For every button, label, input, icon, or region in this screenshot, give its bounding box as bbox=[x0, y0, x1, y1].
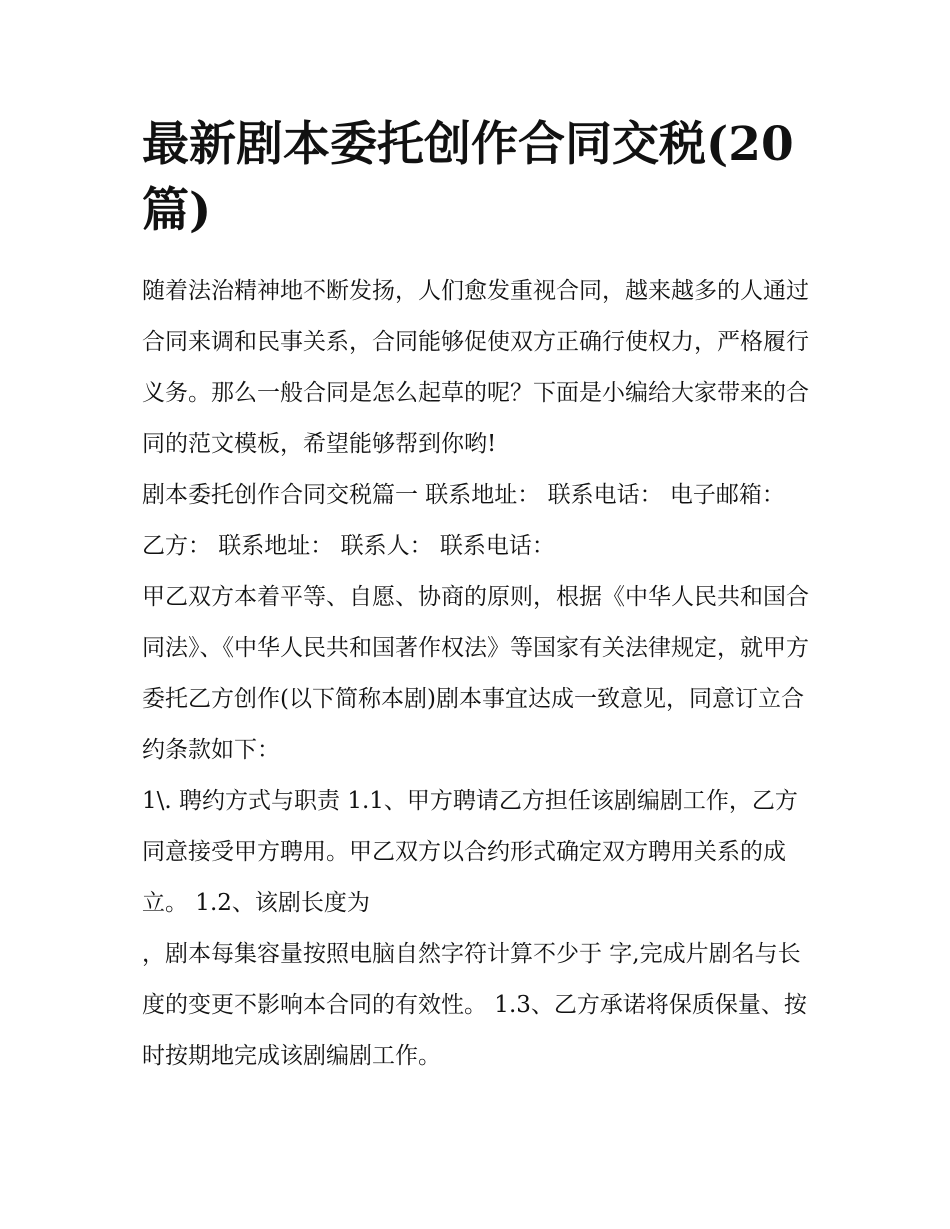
paragraph-contact-info: 剧本委托创作合同交税篇一 联系地址： 联系电话： 电子邮箱： 乙方： 联系地址： 联系人： 联系电话： bbox=[142, 482, 785, 559]
paragraph-intro: 随着法治精神地不断发扬，人们愈发重视合同，越来越多的人通过合同来调和民事关系，合同能够促使双方正确行使权力，严格履行义务。那么一般合同是怎么起草的呢？下面是小编给大家带来的合同的范文模板，希望能够帮到你哟! bbox=[142, 278, 809, 457]
document-body bbox=[142, 266, 814, 1082]
document-title: 最新剧本委托创作合同交税(20篇) bbox=[142, 117, 794, 238]
document-page bbox=[142, 112, 814, 1082]
paragraph-clause-1: 1\. 聘约方式与职责 1.1、甲方聘请乙方担任该剧编剧工作，乙方同意接受甲方聘用。甲乙双方以合约形式确定双方聘用关系的成立。 1.2、该剧长度为 bbox=[142, 788, 798, 916]
paragraph-clause-1-continued: ，剧本每集容量按照电脑自然字符计算不少于 字,完成片剧名与长度的变更不影响本合同的有效性。 1.3、乙方承诺将保质保量、按时按期地完成该剧编剧工作。 bbox=[142, 941, 807, 1069]
paragraph-principles: 甲乙双方本着平等、自愿、协商的原则，根据《中华人民共和国合同法》、《中华人民共和国著作权法》等国家有关法律规定，就甲方委托乙方创作(以下简称本剧)剧本事宜达成一致意见，同意订立合约条款如下： bbox=[142, 584, 809, 763]
